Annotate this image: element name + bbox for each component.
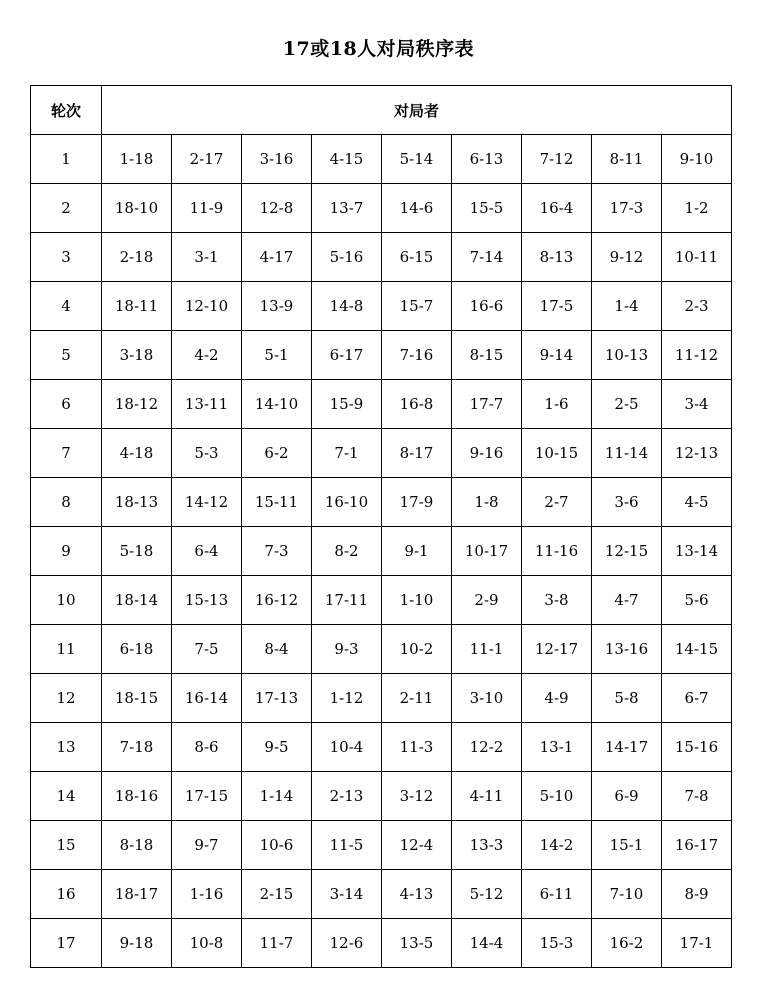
pairing-cell: 13-5 (382, 919, 452, 968)
pairing-cell: 17-13 (242, 674, 312, 723)
pairing-cell: 15-9 (312, 380, 382, 429)
pairing-cell: 8-11 (592, 135, 662, 184)
pairing-cell: 13-9 (242, 282, 312, 331)
pairing-cell: 8-15 (452, 331, 522, 380)
pairing-cell: 4-9 (522, 674, 592, 723)
pairing-cell: 6-9 (592, 772, 662, 821)
pairing-cell: 12-8 (242, 184, 312, 233)
pairing-cell: 11-9 (172, 184, 242, 233)
pairing-cell: 18-12 (102, 380, 172, 429)
pairing-cell: 15-16 (662, 723, 732, 772)
pairing-cell: 1-18 (102, 135, 172, 184)
pairing-cell: 7-14 (452, 233, 522, 282)
pairing-cell: 2-17 (172, 135, 242, 184)
pairing-cell: 18-13 (102, 478, 172, 527)
pairing-cell: 1-16 (172, 870, 242, 919)
pairing-cell: 4-13 (382, 870, 452, 919)
pairing-cell: 5-10 (522, 772, 592, 821)
pairing-cell: 7-5 (172, 625, 242, 674)
pairing-cell: 9-10 (662, 135, 732, 184)
pairing-cell: 10-6 (242, 821, 312, 870)
pairing-cell: 15-1 (592, 821, 662, 870)
round-number: 11 (31, 625, 102, 674)
pairing-cell: 12-6 (312, 919, 382, 968)
pairing-cell: 9-7 (172, 821, 242, 870)
pairing-cell: 13-1 (522, 723, 592, 772)
pairing-cell: 2-7 (522, 478, 592, 527)
table-row (31, 478, 732, 527)
pairing-cell: 16-14 (172, 674, 242, 723)
pairing-cell: 4-17 (242, 233, 312, 282)
pairing-cell: 11-16 (522, 527, 592, 576)
table-row (31, 331, 732, 380)
pairing-cell: 10-8 (172, 919, 242, 968)
round-number: 4 (31, 282, 102, 331)
pairing-cell: 3-16 (242, 135, 312, 184)
pairing-cell: 9-14 (522, 331, 592, 380)
pairing-cell: 15-13 (172, 576, 242, 625)
pairing-cell: 12-2 (452, 723, 522, 772)
pairing-cell: 4-18 (102, 429, 172, 478)
pairing-cell: 8-9 (662, 870, 732, 919)
pairing-cell: 17-3 (592, 184, 662, 233)
page-title: 17或18人对局秩序表 (282, 38, 475, 60)
pairing-cell: 9-3 (312, 625, 382, 674)
pairing-cell: 18-16 (102, 772, 172, 821)
pairing-cell: 14-8 (312, 282, 382, 331)
pairing-cell: 14-6 (382, 184, 452, 233)
pairing-cell: 3-10 (452, 674, 522, 723)
pairing-cell: 15-11 (242, 478, 312, 527)
pairing-cell: 18-11 (102, 282, 172, 331)
pairing-cell: 16-4 (522, 184, 592, 233)
pairing-cell: 11-12 (662, 331, 732, 380)
pairing-cell: 5-6 (662, 576, 732, 625)
pairing-cell: 16-17 (662, 821, 732, 870)
pairing-cell: 12-10 (172, 282, 242, 331)
pairing-cell: 18-17 (102, 870, 172, 919)
pairing-cell: 17-1 (662, 919, 732, 968)
pairing-cell: 1-12 (312, 674, 382, 723)
round-number: 12 (31, 674, 102, 723)
round-number: 14 (31, 772, 102, 821)
pairing-cell: 12-15 (592, 527, 662, 576)
pairing-cell: 1-8 (452, 478, 522, 527)
pairing-cell: 17-15 (172, 772, 242, 821)
header-row (31, 86, 732, 135)
pairing-cell: 10-2 (382, 625, 452, 674)
pairing-cell: 6-4 (172, 527, 242, 576)
pairing-cell: 10-13 (592, 331, 662, 380)
pairing-cell: 16-8 (382, 380, 452, 429)
round-number: 5 (31, 331, 102, 380)
pairing-cell: 13-14 (662, 527, 732, 576)
pairing-cell: 11-1 (452, 625, 522, 674)
round-number: 15 (31, 821, 102, 870)
round-number: 9 (31, 527, 102, 576)
round-number: 6 (31, 380, 102, 429)
pairing-cell: 18-10 (102, 184, 172, 233)
pairing-cell: 8-13 (522, 233, 592, 282)
pairing-cell: 6-7 (662, 674, 732, 723)
pairing-cell: 1-14 (242, 772, 312, 821)
pairing-cell: 13-16 (592, 625, 662, 674)
pairing-cell: 3-12 (382, 772, 452, 821)
pairing-cell: 4-7 (592, 576, 662, 625)
pairing-cell: 6-13 (452, 135, 522, 184)
table-row (31, 527, 732, 576)
pairing-cell: 16-6 (452, 282, 522, 331)
pairing-cell: 7-1 (312, 429, 382, 478)
pairing-cell: 18-14 (102, 576, 172, 625)
pairing-cell: 6-18 (102, 625, 172, 674)
pairing-cell: 6-11 (522, 870, 592, 919)
table-row (31, 821, 732, 870)
pairing-cell: 5-16 (312, 233, 382, 282)
table-row (31, 576, 732, 625)
round-number: 10 (31, 576, 102, 625)
pairing-cell: 17-5 (522, 282, 592, 331)
round-number: 17 (31, 919, 102, 968)
pairing-cell: 3-4 (662, 380, 732, 429)
pairing-cell: 11-7 (242, 919, 312, 968)
pairing-cell: 3-1 (172, 233, 242, 282)
pairing-cell: 1-6 (522, 380, 592, 429)
table-row (31, 429, 732, 478)
table-row (31, 674, 732, 723)
table-row (31, 233, 732, 282)
pairing-cell: 7-12 (522, 135, 592, 184)
pairing-cell: 4-11 (452, 772, 522, 821)
pairing-cell: 8-4 (242, 625, 312, 674)
pairing-cell: 13-3 (452, 821, 522, 870)
pairing-cell: 10-15 (522, 429, 592, 478)
pairing-cell: 11-5 (312, 821, 382, 870)
pairing-cell: 12-4 (382, 821, 452, 870)
pairing-cell: 2-9 (452, 576, 522, 625)
table-row (31, 870, 732, 919)
pairing-cell: 2-11 (382, 674, 452, 723)
pairing-table (30, 85, 732, 968)
table-row (31, 772, 732, 821)
table-row (31, 282, 732, 331)
pairing-cell: 10-4 (312, 723, 382, 772)
pairing-cell: 5-3 (172, 429, 242, 478)
pairing-cell: 6-2 (242, 429, 312, 478)
pairing-cell: 15-3 (522, 919, 592, 968)
pairing-cell: 8-17 (382, 429, 452, 478)
pairing-cell: 5-12 (452, 870, 522, 919)
pairing-cell: 15-5 (452, 184, 522, 233)
pairing-cell: 14-15 (662, 625, 732, 674)
pairing-cell: 2-3 (662, 282, 732, 331)
pairing-cell: 12-17 (522, 625, 592, 674)
pairing-cell: 17-9 (382, 478, 452, 527)
pairing-cell: 6-15 (382, 233, 452, 282)
round-number: 2 (31, 184, 102, 233)
pairing-cell: 5-14 (382, 135, 452, 184)
pairing-cell: 14-2 (522, 821, 592, 870)
pairing-cell: 8-6 (172, 723, 242, 772)
pairing-cell: 3-8 (522, 576, 592, 625)
pairing-cell: 1-2 (662, 184, 732, 233)
pairing-cell: 7-16 (382, 331, 452, 380)
pairing-cell: 12-13 (662, 429, 732, 478)
round-number: 8 (31, 478, 102, 527)
pairing-cell: 2-13 (312, 772, 382, 821)
pairing-cell: 9-16 (452, 429, 522, 478)
pairing-cell: 4-5 (662, 478, 732, 527)
pairing-cell: 5-1 (242, 331, 312, 380)
pairing-cell: 11-3 (382, 723, 452, 772)
round-number: 16 (31, 870, 102, 919)
pairing-cell: 2-18 (102, 233, 172, 282)
pairing-cell: 3-14 (312, 870, 382, 919)
table-row (31, 919, 732, 968)
pairing-cell: 8-18 (102, 821, 172, 870)
pairing-cell: 2-5 (592, 380, 662, 429)
pairing-cell: 9-5 (242, 723, 312, 772)
pairing-cell: 7-8 (662, 772, 732, 821)
pairing-cell: 2-15 (242, 870, 312, 919)
pairing-cell: 13-11 (172, 380, 242, 429)
pairing-cell: 17-11 (312, 576, 382, 625)
pairing-cell: 11-14 (592, 429, 662, 478)
table-row (31, 723, 732, 772)
table-row (31, 135, 732, 184)
pairing-cell: 9-12 (592, 233, 662, 282)
pairing-cell: 7-10 (592, 870, 662, 919)
pairing-cell: 9-18 (102, 919, 172, 968)
pairing-cell: 5-18 (102, 527, 172, 576)
round-number: 7 (31, 429, 102, 478)
pairing-cell: 18-15 (102, 674, 172, 723)
pairing-cell: 3-6 (592, 478, 662, 527)
pairing-cell: 1-10 (382, 576, 452, 625)
table-row (31, 625, 732, 674)
pairing-cell: 7-3 (242, 527, 312, 576)
round-number: 3 (31, 233, 102, 282)
pairing-cell: 7-18 (102, 723, 172, 772)
pairing-cell: 8-2 (312, 527, 382, 576)
round-number: 1 (31, 135, 102, 184)
pairing-cell: 9-1 (382, 527, 452, 576)
pairings-header: 对局者 (102, 86, 732, 135)
pairing-cell: 10-17 (452, 527, 522, 576)
pairing-cell: 14-4 (452, 919, 522, 968)
pairing-cell: 14-17 (592, 723, 662, 772)
pairing-cell: 16-12 (242, 576, 312, 625)
pairing-cell: 15-7 (382, 282, 452, 331)
pairing-cell: 14-10 (242, 380, 312, 429)
round-number: 13 (31, 723, 102, 772)
pairing-cell: 14-12 (172, 478, 242, 527)
pairing-cell: 1-4 (592, 282, 662, 331)
pairing-cell: 3-18 (102, 331, 172, 380)
pairing-cell: 13-7 (312, 184, 382, 233)
pairing-cell: 10-11 (662, 233, 732, 282)
table-row (31, 380, 732, 429)
pairing-cell: 16-10 (312, 478, 382, 527)
pairing-cell: 6-17 (312, 331, 382, 380)
pairing-cell: 5-8 (592, 674, 662, 723)
pairing-cell: 4-2 (172, 331, 242, 380)
table-row (31, 184, 732, 233)
pairing-cell: 16-2 (592, 919, 662, 968)
table-body (31, 86, 732, 968)
pairing-cell: 17-7 (452, 380, 522, 429)
round-header: 轮次 (31, 86, 102, 135)
pairing-cell: 4-15 (312, 135, 382, 184)
